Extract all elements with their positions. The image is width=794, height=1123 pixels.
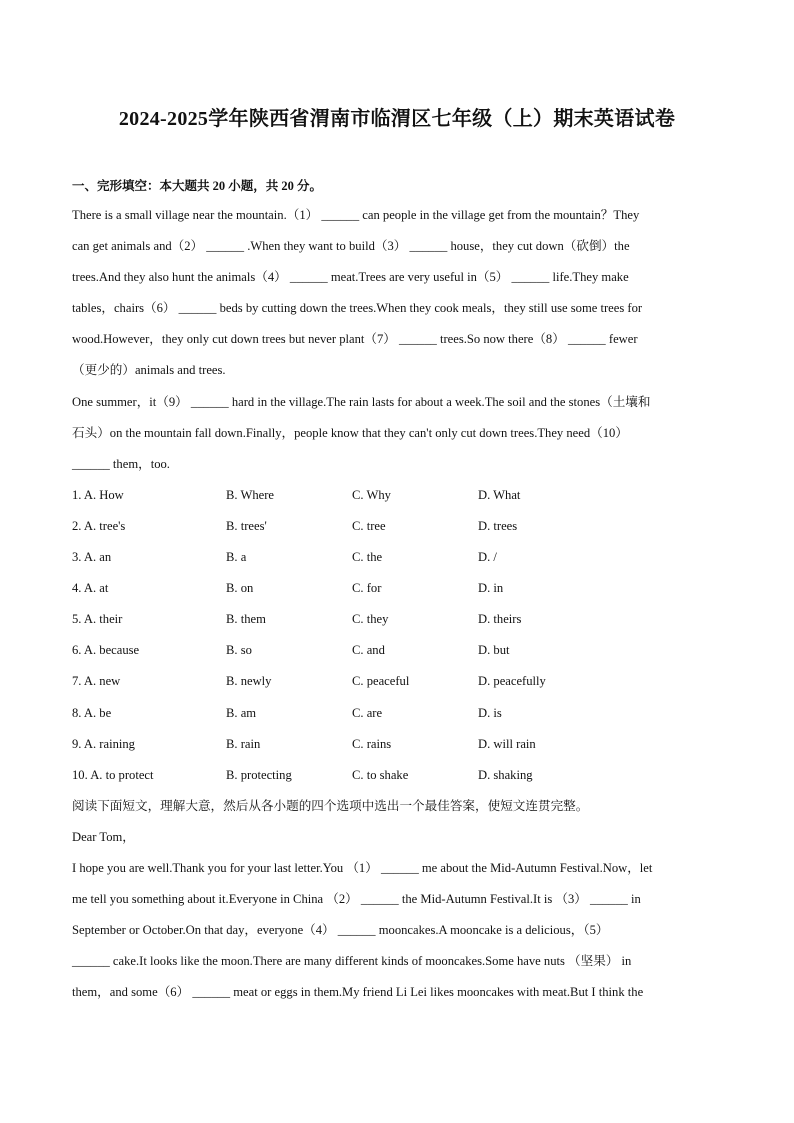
option-c: C. they [352, 612, 389, 627]
passage-line: 石头）on the mountain fall down.Finally，people know that they can't only cut down trees.They need（10） [72, 425, 628, 440]
option-d: D. What [478, 487, 521, 502]
question-row [72, 635, 722, 666]
option-d: D. will rain [478, 736, 536, 751]
option-c: C. tree [352, 518, 386, 533]
passage-line: There is a small village near the mountain.（1） ______ can people in the village get from the mountain？They [72, 208, 640, 222]
document-content [72, 200, 722, 1008]
passage-line: them，and some（6） ______ meat or eggs in them.My friend Li Lei likes mooncakes with meat.But I think the [72, 985, 644, 1000]
option-a: 10. A. to protect [72, 767, 154, 782]
option-b: B. trees' [226, 518, 267, 533]
question-options [72, 480, 722, 791]
option-c: C. peaceful [352, 674, 410, 689]
option-d: D. theirs [478, 612, 522, 627]
passage-2 [72, 822, 722, 1009]
question-row [72, 542, 722, 573]
option-c: C. are [352, 705, 383, 720]
option-a: 2. A. tree's [72, 518, 126, 533]
passage-line: can get animals and（2） ______ .When they want to build（3） ______ house，they cut down（砍倒）the [72, 239, 630, 254]
option-a: 4. A. at [72, 581, 109, 596]
question-row [72, 760, 722, 791]
option-c: C. for [352, 581, 382, 596]
option-c: C. the [352, 550, 383, 565]
passage-line: tables，chairs（6） ______ beds by cutting down the trees.When they cook meals，they still use some trees for [72, 301, 643, 316]
passage-line: trees.And they also hunt the animals（4） ______ meat.Trees are very useful in（5） ______ life.They make [72, 270, 629, 285]
option-d: D. trees [478, 518, 518, 533]
option-b: B. a [226, 550, 247, 565]
question-row [72, 604, 722, 635]
option-d: D. is [478, 705, 502, 720]
passage-line: September or October.On that day，everyone（4） ______ mooncakes.A mooncake is a delicious，（5） [72, 923, 609, 938]
passage-line: wood.However，they only cut down trees but never plant（7） ______ trees.So now there（8） ______ fewer [72, 332, 638, 347]
option-a: 7. A. new [72, 674, 121, 689]
option-d: D. / [478, 550, 497, 565]
question-row [72, 666, 722, 697]
passage-line: （更少的）animals and trees. [72, 363, 226, 378]
option-b: B. newly [226, 674, 272, 689]
question-row [72, 480, 722, 511]
option-d: D. peacefully [478, 674, 546, 689]
question-row [72, 729, 722, 760]
page-title: 2024-2025学年陕西省渭南市临渭区七年级（上）期末英语试卷 [118, 108, 676, 130]
option-a: 1. A. How [72, 487, 124, 502]
question-row [72, 573, 722, 604]
passage-line: One summer，it（9） ______ hard in the village.The rain lasts for about a week.The soil and the stones（土壤和 [72, 394, 651, 409]
option-d: D. in [478, 581, 504, 596]
option-a: 6. A. because [72, 643, 140, 658]
option-c: C. rains [352, 736, 392, 751]
option-b: B. protecting [226, 767, 292, 782]
reading-instruction: 阅读下面短文，理解大意，然后从各小题的四个选项中选出一个最佳答案，使短文连贯完整。 [72, 798, 589, 813]
passage-line: Dear Tom， [72, 829, 135, 844]
option-d: D. shaking [478, 767, 533, 782]
passage-line: I hope you are well.Thank you for your last letter.You （1） ______ me about the Mid-Autumn Festival.Now，let [72, 860, 653, 875]
option-b: B. rain [226, 736, 261, 751]
passage-line: ______ cake.It looks like the moon.There are many different kinds of mooncakes.Some have nuts （坚果） in [72, 954, 632, 969]
option-a: 5. A. their [72, 612, 123, 627]
passage-1 [72, 200, 722, 480]
question-row [72, 698, 722, 729]
passage-line: me tell you something about it.Everyone in China （2） ______ the Mid-Autumn Festival.It is （3） ______ in [72, 892, 641, 907]
option-c: C. to shake [352, 767, 409, 782]
option-a: 9. A. raining [72, 736, 135, 751]
option-a: 8. A. be [72, 705, 112, 720]
option-b: B. Where [226, 487, 275, 502]
option-a: 3. A. an [72, 550, 112, 565]
option-d: D. but [478, 643, 510, 658]
option-c: C. Why [352, 487, 391, 502]
option-c: C. and [352, 643, 385, 658]
passage-line: ______ them，too. [72, 456, 170, 471]
option-b: B. them [226, 612, 266, 627]
section-header: 一、完形填空：本大题共 20 小题，共 20 分。 [72, 179, 323, 193]
option-b: B. am [226, 705, 257, 720]
option-b: B. on [226, 581, 254, 596]
option-b: B. so [226, 643, 252, 658]
question-row [72, 511, 722, 542]
